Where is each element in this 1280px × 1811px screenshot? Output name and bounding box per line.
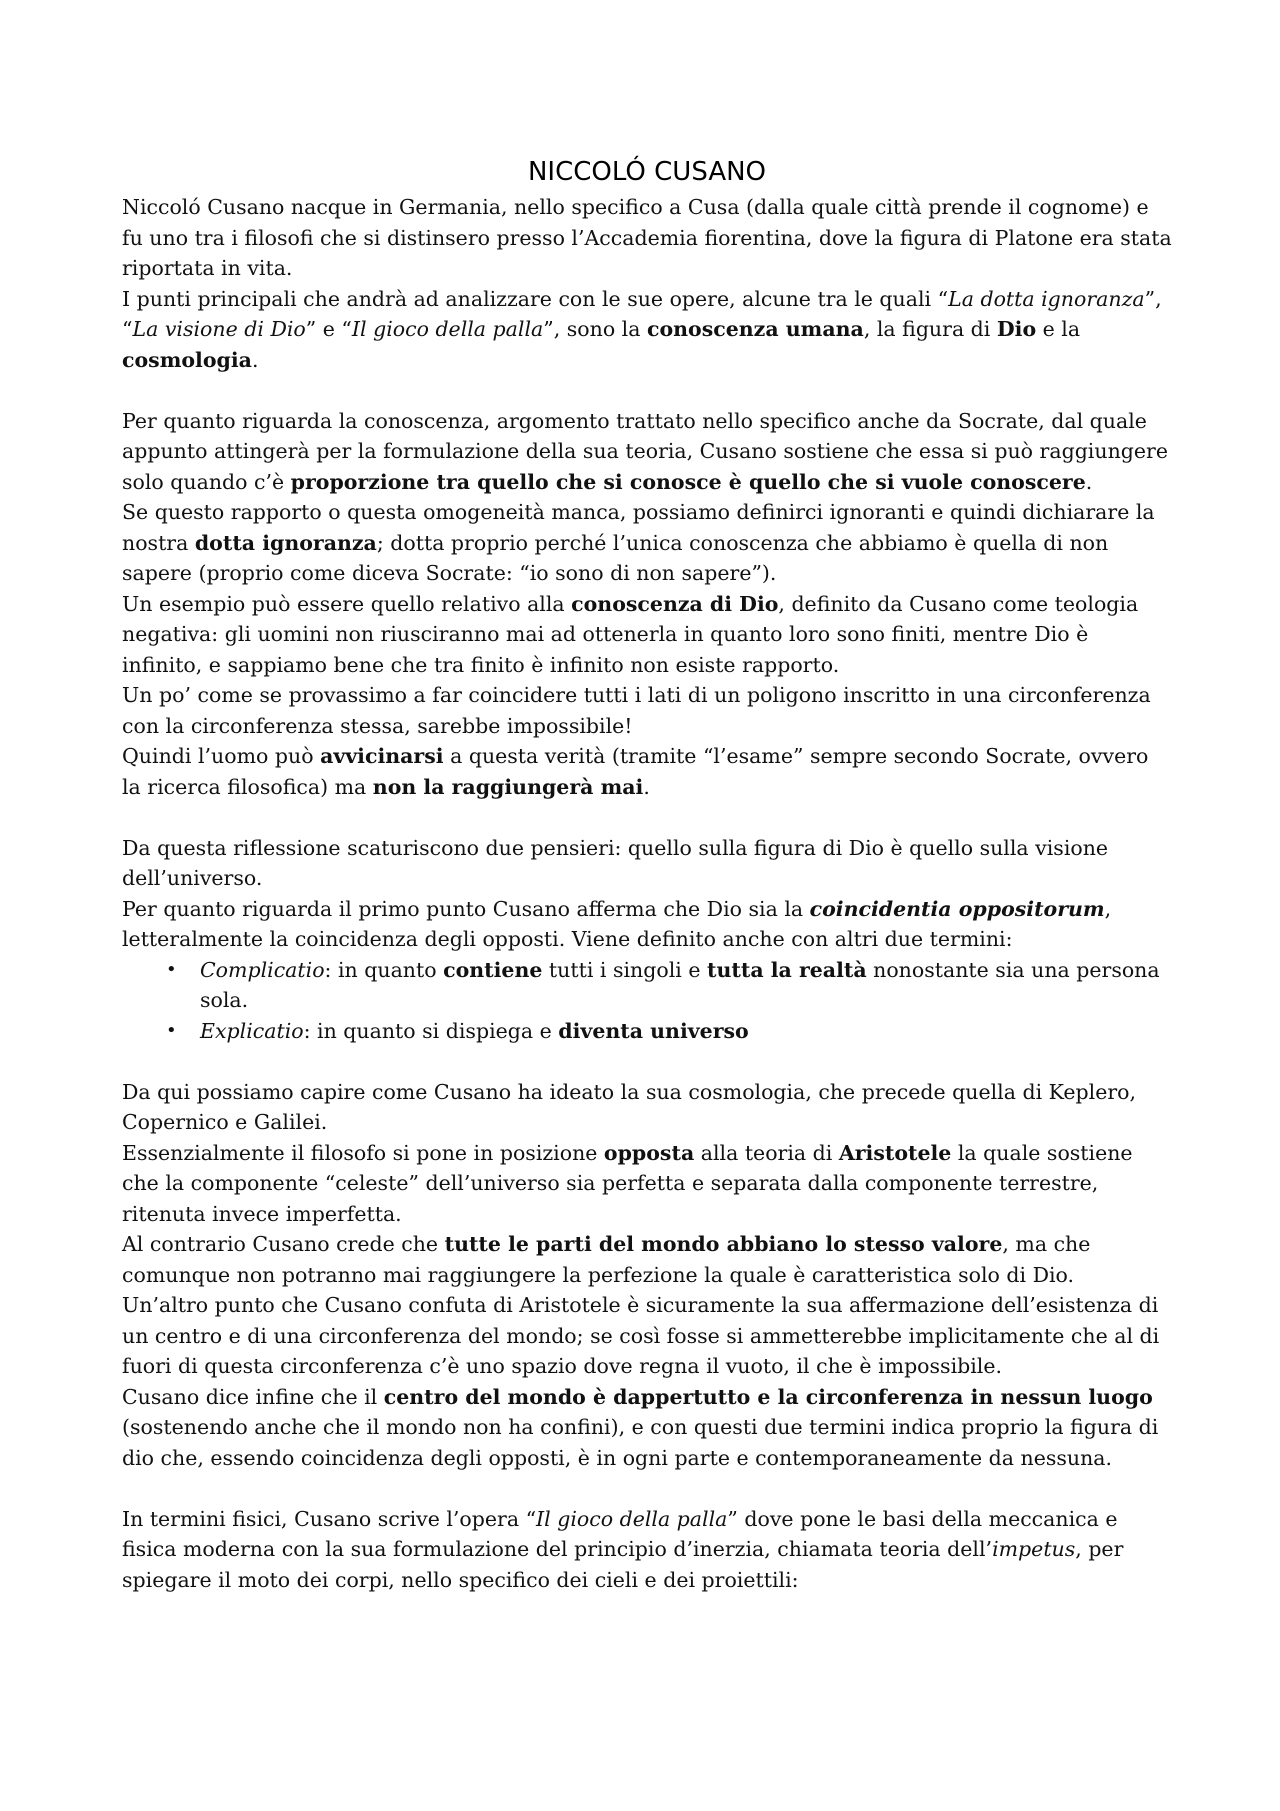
- list-item-complicatio: [200, 955, 1172, 1016]
- text: Se questo rapporto o questa omogeneità manca, possiamo definirci ignoranti e quindi dichiarare la nostra: [122, 500, 1155, 555]
- paragraph-center-everywhere: [122, 1382, 1172, 1474]
- text: a questa verità (tramite “l’esame” sempre secondo Socrate, ovvero la ricerca filosofica) ma: [122, 744, 1149, 799]
- bold-term: centro del mondo è dappertutto e la circonferenza in nessun luogo: [383, 1384, 1153, 1409]
- text: .: [251, 347, 259, 372]
- spacer: [122, 802, 1172, 833]
- work-title: La dotta ignoranza: [948, 286, 1145, 311]
- term: Complicatio: [200, 957, 325, 982]
- bold-term: tutte le parti del mondo abbiano lo stesso valore: [444, 1232, 1003, 1256]
- paragraph-approach-truth: [122, 741, 1172, 802]
- text: I punti principali che andrà ad analizzare con le sue opere, alcune tra le quali “: [122, 286, 949, 311]
- bold-term: opposta: [603, 1140, 695, 1165]
- text: .: [1085, 469, 1093, 494]
- bullet-list: [122, 955, 1172, 1047]
- bold-term: non la raggiungerà mai: [372, 774, 644, 799]
- bold-term: dotta ignoranza: [194, 530, 377, 555]
- text: .: [643, 774, 650, 799]
- text: ”, sono la: [543, 317, 647, 341]
- text: Da qui possiamo capire come Cusano ha ideato la sua cosmologia, che precede quella di Keplero, Copernico e Galilei.: [122, 1079, 1137, 1134]
- text: Un’altro punto che Cusano confuta di Aristotele è sicuramente la sua affermazione dell’esistenza di un centro e di una circonferenza del mondo; se così fosse si ammetterebbe implicitamente che al di fuori di questa circonferenza c’è uno spazio dove regna il vuoto, il che è impossibile.: [122, 1293, 1160, 1378]
- text: ; dotta proprio perché l’unica conoscenza che abbiamo è quella di non sapere (proprio come diceva Socrate: “io sono di non sapere”).: [122, 530, 1109, 585]
- bold-term: Aristotele: [838, 1140, 952, 1165]
- paragraph-learned-ignorance: [122, 497, 1172, 589]
- paragraph-knowledge-of-god: [122, 589, 1172, 681]
- text: : in quanto: [324, 957, 444, 982]
- bold-term: conoscenza di Dio: [571, 591, 779, 616]
- list-item-explicatio: [200, 1016, 1172, 1047]
- text: Per quanto riguarda la conoscenza, argomento trattato nello specifico anche da Socrate, dal quale appunto attingerà per la formulazione della sua teoria, Cusano sostiene che essa si può raggiungere solo quando c’è: [122, 408, 1168, 494]
- work-title: La visione di Dio: [132, 317, 306, 341]
- bold-term: avvicinarsi: [320, 744, 444, 768]
- page-title: NICCOLÓ CUSANO: [527, 157, 767, 187]
- paragraph-coincidentia: [122, 894, 1172, 955]
- text: Un po’ come se provassimo a far coincidere tutti i lati di un poligono inscritto in una circonferenza con la circonferenza stessa, sarebbe impossibile!: [122, 683, 1151, 738]
- paragraph-physics: [122, 1504, 1172, 1596]
- text: e la: [1036, 317, 1081, 341]
- text: ” e “: [305, 317, 352, 341]
- text: alla teoria di: [694, 1140, 839, 1165]
- text: nonostante sia una persona sola.: [200, 957, 1160, 1012]
- text: Da questa riflessione scaturiscono due pensieri: quello sulla figura di Dio è quello sulla visione dell’universo.: [122, 835, 1109, 890]
- paragraph-cosmology: [122, 1077, 1172, 1138]
- text: Essenzialmente il filosofo si pone in posizione: [122, 1140, 604, 1165]
- bold-term: contiene: [443, 957, 543, 982]
- paragraph-center-circumference: [122, 1290, 1172, 1382]
- text: , per spiegare il moto dei corpi, nello specifico dei cieli e dei proiettili:: [122, 1537, 1124, 1592]
- text: Quindi l’uomo può: [122, 744, 321, 768]
- bold-italic-term: [810, 897, 1105, 921]
- bold-term: Dio: [996, 317, 1037, 341]
- paragraph-same-value: [122, 1229, 1172, 1290]
- text: (sostenendo anche che il mondo non ha confini), e con questi due termini indica proprio la figura di dio che, essendo coincidenza degli opposti, è in ogni parte e contemporaneamente da nessuna.: [122, 1415, 1159, 1470]
- paragraph-intro: [122, 192, 1172, 284]
- bold-term: tutta la realtà: [707, 957, 867, 982]
- latin-term: coincidentia oppositorum: [809, 896, 1105, 921]
- work-title: Il gioco della palla: [536, 1506, 728, 1531]
- text: Un esempio può essere quello relativo alla: [122, 591, 572, 616]
- text: la quale sostiene che la componente “celeste” dell’universo sia perfetta e separata dalla componente terrestre, ritenuta invece imperfetta.: [122, 1140, 1133, 1226]
- text: In termini fisici, Cusano scrive l’opera “: [122, 1506, 537, 1531]
- text: Niccoló Cusano nacque in Germania, nello specifico a Cusa (dalla quale città prende il cognome) e fu uno tra i filosofi che si distinsero presso l’Accademia fiorentina, dove la figura di Platone era stata riportata in vita.: [122, 195, 1172, 280]
- paragraph-polygon: [122, 680, 1172, 741]
- text: : in quanto si dispiega e: [303, 1018, 559, 1043]
- paragraph-two-thoughts: [122, 833, 1172, 894]
- bold-term: conoscenza umana: [646, 317, 864, 341]
- spacer: [122, 1046, 1172, 1077]
- text: , definito da Cusano come teologia negativa: gli uomini non riusciranno mai ad ottenerla in quanto loro sono finiti, mentre Dio è infinito, e sappiamo bene che tra finito è infinito non esiste rapporto.: [122, 591, 1139, 677]
- text: ”, “: [122, 286, 1162, 341]
- text: ” dove pone le basi della meccanica e fisica moderna con la sua formulazione del principio d’inerzia, chiamata teoria dell’: [122, 1506, 1118, 1561]
- text: Per quanto riguarda il primo punto Cusano afferma che Dio sia la: [122, 896, 810, 921]
- bold-term: cosmologia: [122, 347, 252, 372]
- work-title: Il gioco della palla: [351, 317, 544, 341]
- paragraph-aristotle: [122, 1138, 1172, 1230]
- text: , la figura di: [863, 317, 997, 341]
- text: , ma che comunque non potranno mai raggiungere la perfezione la quale è caratteristica solo di Dio.: [122, 1232, 1091, 1287]
- term: Explicatio: [200, 1018, 304, 1043]
- text: tutti i singoli e: [542, 957, 708, 982]
- spacer: [122, 1473, 1172, 1504]
- text: , letteralmente la coincidenza degli opposti. Viene definito anche con altri due termini:: [122, 896, 1112, 951]
- latin-term: impetus: [992, 1537, 1076, 1561]
- paragraph-knowledge: [122, 406, 1172, 498]
- text: Al contrario Cusano crede che: [122, 1232, 445, 1256]
- bold-term: diventa universo: [558, 1018, 749, 1043]
- document-body: [122, 152, 1172, 1595]
- paragraph-main-points: [122, 284, 1172, 376]
- spacer: [122, 375, 1172, 406]
- bold-term: proporzione tra quello che si conosce è quello che si vuole conoscere: [290, 469, 1086, 494]
- text: Cusano dice infine che il: [122, 1384, 384, 1409]
